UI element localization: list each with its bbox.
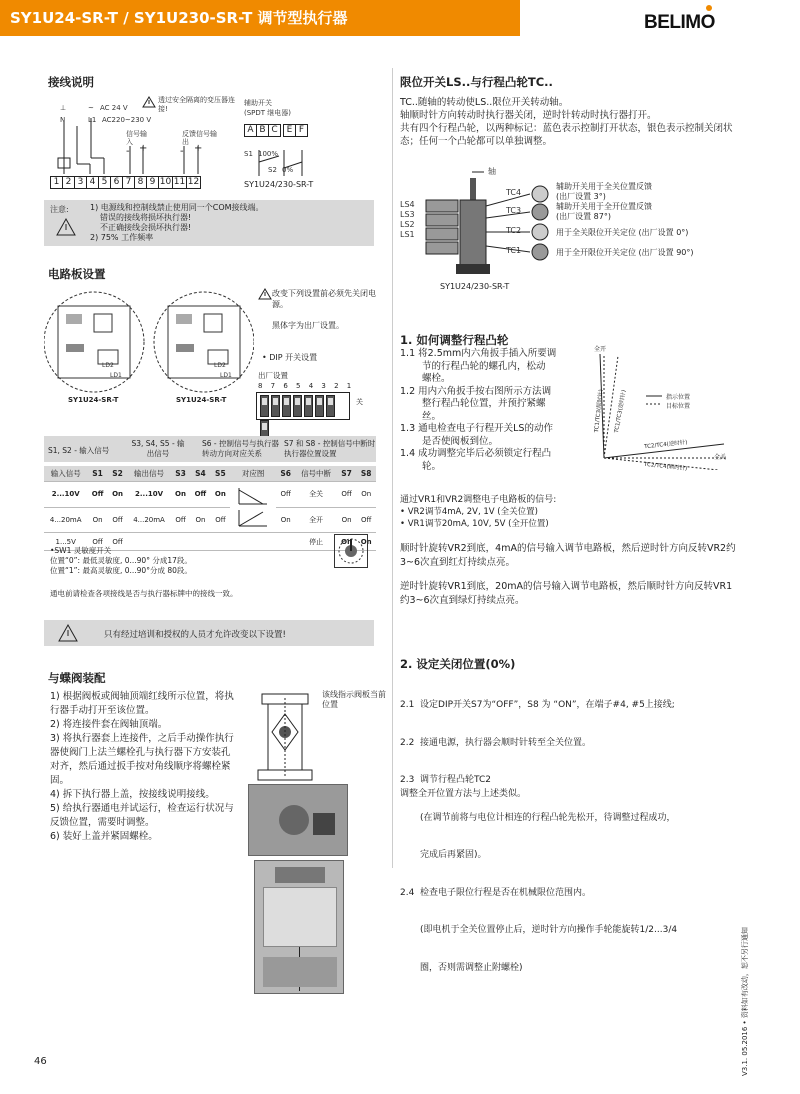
s2-label: S2 [268,166,277,174]
logo-dot-icon [706,5,712,11]
warning-icon [56,218,76,239]
tc3-label: TC3 [506,206,522,215]
warning-icon [58,624,78,645]
dip-label: • DIP 开关设置 [262,353,318,362]
limit-model: SY1U24/230-SR-T [440,282,510,291]
pointer-pos-label: 指示位置 [666,394,691,401]
relay-terminals: A B C E F [244,124,307,137]
vr-paragraph-2: 逆时针旋转VR1到底，20mA的信号输入调节电路板，然后顺时针方向反转VR1约3~6次直到绿灯持续点亮。 [400,581,733,606]
adjust-cam-title: 1. 如何调整行程凸轮 [400,333,509,347]
tc2tc4b-label: TC2/TC4(顺时针) [643,461,688,473]
tc1-label: TC1 [506,246,522,255]
transformer-note: 透过安全隔离的变压器连接! [158,96,235,113]
board-right-caption: SY1U24-SR-T [176,396,227,404]
aux-switch-sub: (SPDT 继电器) [244,109,292,117]
adjust-cam-steps: 1.1 将2.5mm内六角扳手插入所要调 节的行程凸轮的螺孔内，松动 螺栓。 1.2 用内六角扳手按右图所示方法调 整行程凸轮位置，并预拧紧螺 丝。 1.3 通电检查电子行程开关LS的动作 是否使阀板到位。 1.4 成功调整完毕后必须锁定行程凸 轮。 [400,348,557,472]
ld2-label-right: LD2 [214,362,226,369]
target-pos-label: 目标位置 [666,403,691,410]
cam-diagram [400,160,735,296]
close-pos-title: 2. 设定关闭位置(0%) [400,657,516,671]
valve-title: 与蝶阀装配 [48,671,106,685]
ld1-label-right: LD1 [220,372,232,379]
ac24-label: AC 24 V [100,104,128,112]
notice-box [44,200,374,246]
feedback-minus: - [180,146,184,157]
tc2tc4-label: TC2/TC4(逆时针) [643,439,688,451]
feedback-out-label: 反馈信号输出 [182,130,217,146]
aux-switch-label: 辅助开关 [244,99,272,107]
s1-label: S1 [244,150,253,158]
table-row: 4...20mA On Off 4...20mA Off On Off On 全开 On Off [44,507,376,533]
ls1-label: LS1 [400,230,415,239]
ls3-label: LS3 [400,210,415,219]
wiring-diagram: ⊥ N ~ AC 24 V L1 AC220~230 V 透过安全隔离的变压器连接! 信号输入 反馈信号输出 - + - + 辅助开关 (SPDT 继电器) A B C E F S1 100% S2 0% 1 2 3 4 5 6 7 8 9 10 11 12 SY1U24/230-SR-T [44,96,384,196]
sw1-dial[interactable] [334,534,368,568]
signal-minus: - [126,146,130,157]
warning-triangle-icon [142,96,156,108]
board-title: 电路板设置 [48,267,106,281]
tc1tc3-label: TC1/TC3(顺时针) [593,389,605,433]
page-title: SY1U24-SR-T / SY1U230-SR-T 调节型执行器 [10,9,348,27]
dip-numbers: 8 7 6 5 4 3 2 1 [258,382,355,390]
wiring-title: 接线说明 [48,75,94,89]
table-row: 1...5V Off Off 停止 On On [44,533,376,551]
s2-pct: 0% [282,166,294,174]
valve-drawing [250,688,320,784]
caution-icon [258,288,272,303]
valve-steps [50,690,238,844]
circuit-boards [44,284,254,406]
dip-table-container [44,436,376,551]
response-graph [230,482,276,533]
signal-plus: + [139,143,148,154]
page-header [0,0,520,36]
dip-switch-8[interactable] [260,395,269,417]
board-left-caption: SY1U24-SR-T [68,396,119,404]
dip-switch-7[interactable] [271,395,280,417]
wiring-model: SY1U24/230-SR-T [244,180,314,189]
warning-bar [44,620,374,646]
tc2-label: TC2 [506,226,522,235]
list-item: 3) 将执行器套上连接件，之后手动操作执行器使阀门上法兰螺栓孔与执行器下方安装孔对齐，然后通过扳手按对角线顺序将螺栓紧固。 [50,733,234,786]
limit-text: TC..随轴的转动使LS..限位开关转动轴。 轴顺时针方向转动时执行器关闭，逆时针转动时执行器打开。 共有四个行程凸轮，以两种标记：蓝色表示控制打开状态，银色表示控制关闭状态；任何一个凸轮都可以单独调整。 [400,97,733,147]
s1-pct: 100% [258,150,279,158]
list-item: 4) 拆下执行器上盖，按接线说明接线。 [50,789,215,800]
notice-label: 注意: [50,205,69,214]
bold-default-note: 黑体字为出厂设置。 [272,321,344,330]
close-pos-lines: 2.1 设定DIP开关S7为“OFF”，S8 为 “ON”，在端子#4, #5上接线; 2.2 接通电源，执行器会顺时针转至全关位置。 2.3 调节行程凸轮TC2 (在调节前将与电位计相连的行程凸轮先松开，待调整过程成功， 完成后再紧固)。 2.4 检查电子限位行程是否在机械限位范围内。 (即电机于全关位置停止后，逆时针方向操作手轮能旋转1/2...3/4 圈，否则需调整止附螺栓) [400,700,678,973]
cam-angle-diagram [586,340,738,473]
tc1tc3b-label: TC1/TC3(逆时针) [613,389,628,434]
terminal-strip: 1 2 3 4 5 6 7 8 9 10 11 12 [50,176,200,189]
dip-group-header: S1, S2 - 输入信号 S3, S4, S5 - 输出信号 S6 - 控制信号与执行器转动方向对应关系 S7 和 S8 - 控制信号中断时执行器位置设置 [44,436,376,462]
actuator-photo-top [248,784,348,856]
power-check-note: 通电前请检查各项接线是否与执行器标牌中的接线一致。 [50,589,238,598]
ls2-label: LS2 [400,220,415,229]
list-item: 1) 根据阀板或阀轴顶端红线所示位置，将执行器手动打开至该位置。 [50,691,234,716]
belimo-logo: BELIMO [644,12,715,33]
tc-descriptions: 辅助开关用于全关位置反馈 (出厂设置 3°) 辅助开关用于全开位置反馈 (出厂设置 87°) 用于全关限位开关定位 (出厂设置 0°) 用于全开限位开关定位 (出厂设置 90°) [556,182,694,257]
ac230-label: AC220~230 V [102,116,152,124]
signal-in-label: 信号输入 [126,130,147,146]
board-drawings [44,284,254,406]
vr-section: 通过VR1和VR2调整电子电路板的信号: • VR2调节4mA, 2V, 1V (全关位置) • VR1调节20mA, 10V, 5V (全开位置) [400,495,557,529]
board-note: 改变下列设置前必须先关闭电源。 [272,289,376,309]
l1-label: L1 [88,116,97,124]
n-label: N [60,116,66,124]
dip-switch-3[interactable] [315,395,324,417]
off-label: 关 [356,398,363,406]
shaft-label: 轴 [488,167,496,176]
ld2-label: LD2 [102,362,114,369]
dip-table-header: 输入信号 S1 S2 输出信号 S3 S4 S5 对应图 S6 信号中断 S7 S8 [44,466,376,482]
dip-switch-4[interactable] [304,395,313,417]
actuator-photo [254,860,344,994]
sw1-text: •SW1 灵敏度开关 位置“0”: 最低灵敏度, 0...90° 分成17段。 位置“1”: 最高灵敏度, 0...90°分成 80段。 [50,546,192,575]
dip-switch-6[interactable] [282,395,291,417]
tc4-label: TC4 [506,188,522,197]
warning-text: 只有经过培训和授权的人员才允许改变以下设置! [104,630,286,640]
version-note: V3.1. 05.2016 • 资料如有改动，恕不另行通知 [741,927,749,1076]
limit-title: 限位开关LS..与行程凸轮TC.. [400,75,553,89]
dip-switch-5[interactable] [293,395,302,417]
cam-angle-drawing [586,340,738,473]
ld1-label: LD1 [110,372,122,379]
full-open-label: 全开 [594,346,607,353]
list-item: 5) 给执行器通电并试运行，检查运行状况与反馈位置，需要时调整。 [50,803,234,828]
close-pos-footer: 调整全开位置方法与上述类似。 [400,789,527,799]
factory-label: 出厂设置 [258,371,288,380]
indicator-note: 该线指示阀板当前位置 [322,690,386,709]
notice-text: 1) 电源线和控制线禁止使用同一个COM接线端。 错误的接线将损坏执行器! 不正确接线会损坏执行器! 2) 75% 工作频率 [90,203,264,242]
vr-paragraph-1: 顺时针旋转VR2到底，4mA的信号输入调节电路板，然后逆时针方向反转VR2约3~6次直到红灯持续点亮。 [400,543,736,568]
dip-table [44,466,376,551]
page-number: 46 [34,1056,47,1067]
table-row: 2...10V Off On 2...10V On Off On Off 全关 Off On [44,482,376,508]
full-close-label: 全关 [714,454,727,461]
feedback-plus: + [194,143,203,154]
ground-label: ⊥ [60,104,67,112]
ls4-label: LS4 [400,200,415,209]
list-item: 2) 将连接件套在阀轴顶端。 [50,719,168,730]
dip-switch-2[interactable] [326,395,335,417]
column-divider [392,68,393,868]
dip-switch-block[interactable] [256,392,350,420]
list-item: 6) 装好上盖并紧固螺栓。 [50,831,158,842]
